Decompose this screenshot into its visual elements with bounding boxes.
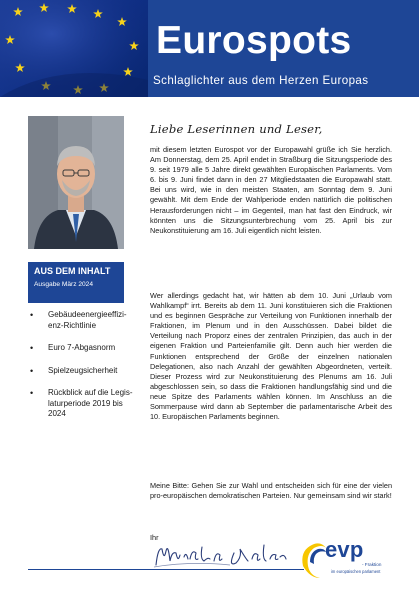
contents-box bbox=[28, 262, 124, 303]
contents-item[interactable]: • Spielzeugsicherheit bbox=[30, 366, 138, 377]
contents-title: AUS DEM INHALT bbox=[34, 266, 111, 276]
title-band bbox=[148, 0, 419, 97]
letter-greeting: Liebe Leserinnen und Leser, bbox=[150, 122, 323, 136]
issue-date: Ausgabe März 2024 bbox=[34, 280, 94, 288]
letter-paragraph: mit diesem letzten Eurospot vor der Europawahl grüße ich Sie herzlich. Am Donnerstag, dem 25. April endet in Straßburg die Sitzungsperiode des 9. seit 1979 alle 5 Jahre direkt gewählten Europäischen Parlaments. Vom 6. bis 9. Juni findet dann in den 27 Mitgliedstaaten die Europawahl statt. Bei uns wird, wie in den meisten Staaten, am Sonntag dem 9. Juni gewählt. Mit dem Ende der Wahlperiode enden natürlich die politischen Herausforderungen nicht – im Gegenteil, man hat fast den Eindruck, wir könnten uns die Sitzungsunterbrechung vom 25. April bis zur Neukonstituierung am 16. Juli eigentlich nicht leisten. bbox=[150, 145, 392, 235]
contents-item[interactable]: • Gebäudeenergieeffizi-enz-Richtlinie bbox=[30, 310, 138, 331]
evp-logo-fraktion: - Fraktion bbox=[362, 562, 382, 567]
contents-list bbox=[30, 310, 138, 432]
newsletter-title: Eurospots bbox=[156, 19, 352, 62]
newsletter-subtitle: Schlaglichter aus dem Herzen Europas bbox=[153, 74, 369, 87]
eu-flag-image bbox=[0, 0, 148, 97]
contents-item[interactable]: • Euro 7-Abgasnorm bbox=[30, 343, 138, 354]
footer-divider bbox=[28, 569, 304, 570]
letter-closing: Ihr bbox=[150, 533, 159, 542]
evp-logo-text: evp bbox=[325, 537, 364, 562]
author-portrait bbox=[28, 116, 124, 249]
letter-paragraph: Wer allerdings gedacht hat, wir hätten ab dem 10. Juni „Urlaub vom Wahlkampf“ irrt. Bereits ab dem 11. Juni konstituieren sich die Fraktionen und es beginnen Gespräche zur Verteilung von Funktionen innerhalb der Fraktionen, im Plenum und in den Ausschüssen. Dabei bildet die Verteilung nach Proporz eines der zentralen Prinzipien, das auch in der eigenen Fraktion und Parteienfamilie gilt. Denn auch hier werden die Funktionen entsprechend der Größe der einzelnen nationalen Delegationen, also nach Anzahl der gewählten Abgeordneten, verteilt. Dieser Prozess wird zur Neukonstituierung des Plenums am 16. Juli abgeschlossen sein, so dass die Fraktionen handlungsfähig sind und die neue Spitze des Parlaments wählen können. Im Anschluss an die Sommerpause wird dann ab September die parlamentarische Arbeit des 10. Europäischen Parlaments beginnen. bbox=[150, 291, 392, 422]
masthead bbox=[0, 0, 419, 97]
letter-paragraph: Meine Bitte: Gehen Sie zur Wahl und entscheiden sich für eine der vielen pro-europäischen demokratischen Parteien. Nur gemeinsam sind wir stark! bbox=[150, 481, 392, 501]
handwritten-signature bbox=[150, 537, 290, 571]
contents-item[interactable]: • Rückblick auf die Legis-laturperiode 2019 bis 2024 bbox=[30, 388, 138, 420]
evp-logo-subtitle: im europäischen parlament bbox=[331, 569, 381, 574]
